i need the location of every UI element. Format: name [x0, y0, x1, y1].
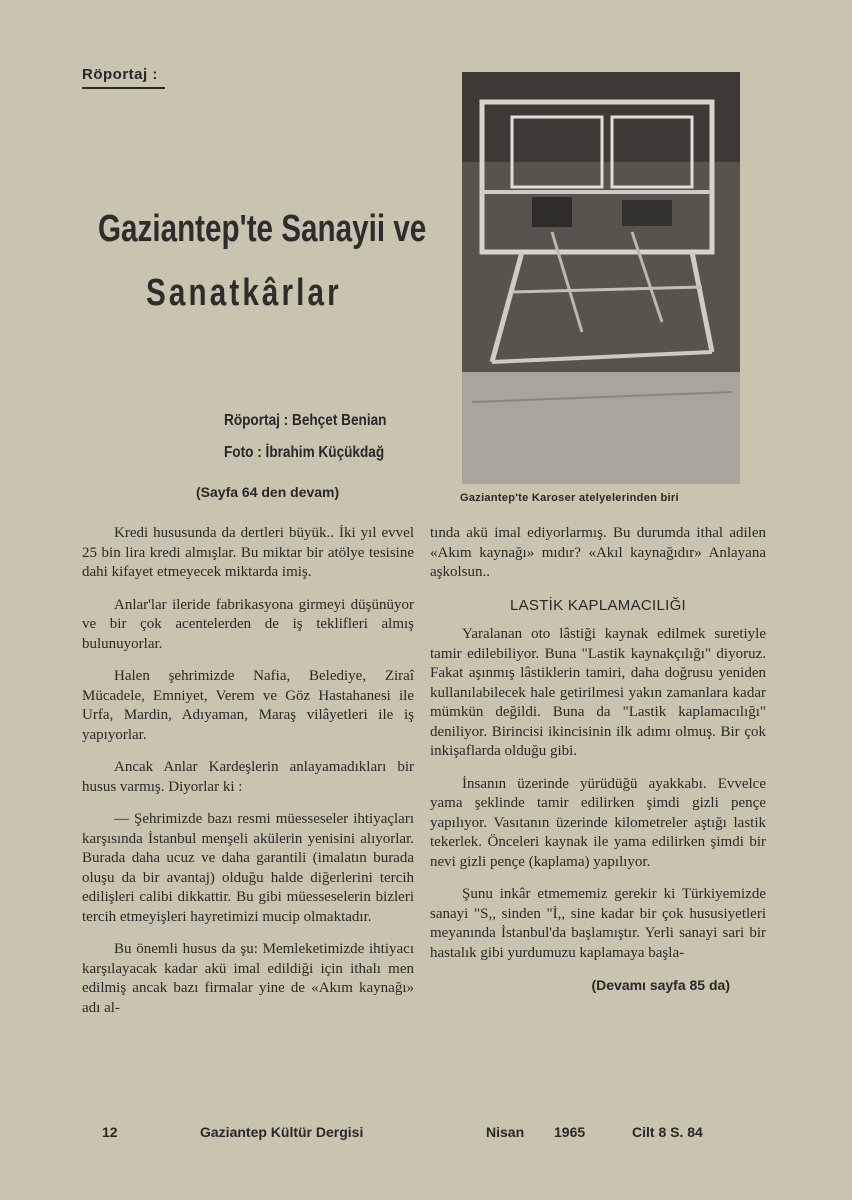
left-paragraph: Anlar'lar ileride fabrikasyona girmeyi düşünüyor ve bir çok acentelerden de iş teklifleri almış bulunuyorlar. — [82, 596, 414, 652]
workshop-photo-drawing — [462, 72, 740, 484]
article-title-line1: Gaziantep'te Sanayii ve — [98, 208, 427, 250]
journal-name: Gaziantep Kültür Dergisi — [200, 1124, 364, 1140]
photo-credit: Foto : İbrahim Küçükdağ — [224, 444, 385, 461]
left-paragraph: Halen şehrimizde Nafia, Belediye, Ziraî Mücadele, Emniyet, Verem ve Göz Hastahanesi ile Urfa, Mardin, Adıyaman, Maraş vilâyetleri ile iş yapıyorlar. — [82, 668, 414, 743]
article-title-line2: Sanatkârlar — [146, 272, 342, 314]
left-paragraph: — Şehrimizde bazı resmi müesseseler ihtiyaçları karşısında İstanbul menşeli akülerin yenisini alıyorlar. Burada daha ucuz ve daha garantili (imalatın burada oluşu da bir avantaj) olduğu halde diğerlerini tercih edilişleri calibi dikkattir. Bu gibi müesseselerin bizleri tercih etmeyişleri hayretimizi mucip olmaktadır. — [82, 811, 414, 925]
right-paragraph: Yaralanan oto lâstiği kaynak edilmek suretiyle tamir edilebiliyor. Buna "Lastik kaynakçılığı" diyoruz. Fakat aşınmış lâstiklerin tamiri, daha doğrusu yeniden kullanılabilecek hale getirilmesi yakın zamanlara kadar mümkün değildi. Buna da "Lastik kaplamacılığı" deniliyor. Birincisi ikincisinin ilk adımı olmuş. Bir çok inkişaflarda olduğu gibi. — [430, 626, 766, 759]
photo-caption: Gaziantep'te Karoser atelyelerinden biri — [460, 492, 679, 504]
right-paragraph: İnsanın üzerinde yürüdüğü ayakkabı. Evvelce yama şeklinde tamir edilirken şimdi gizli pençe yapılıyor. Vasıtanın üzerinde kilometreler aştığı lastik tekerlek. Önceleri kaynak ile yama edilirken şimdi bir nevi gizli pençe (kaplama) yapılıyor. — [430, 775, 766, 870]
continued-from-note: (Sayfa 64 den devam) — [196, 484, 340, 500]
page-number: 12 — [102, 1124, 118, 1140]
right-column — [430, 524, 766, 996]
left-paragraph: Ancak Anlar Kardeşlerin anlayamadıkları bir husus varmış. Diyorlar ki : — [82, 759, 414, 795]
subheading: LASTİK KAPLAMACILIĞI — [509, 596, 687, 614]
section-underline — [82, 87, 165, 89]
right-continuation: tında akü imal ediyorlarmış. Bu durumda ithal adilen «Akım kaynağı» mıdır? «Akıl kaynağıdır» Anlayana aşkolsun.. — [430, 525, 766, 580]
left-paragraph: Kredi hususunda da dertleri büyük.. İki yıl evvel 25 bin lira kredi almışlar. Bu miktar bir atölye tesisine dahi kifayet etmeyecek miktarda imiş. — [82, 525, 414, 580]
section-label: Röportaj : — [82, 66, 158, 83]
continued-to-note: (Devamı sayfa 85 da) — [591, 977, 730, 993]
interview-credit: Röportaj : Behçet Benian — [224, 412, 387, 429]
volume-issue: Cilt 8 S. 84 — [632, 1124, 703, 1140]
workshop-photo — [462, 72, 740, 484]
issue-month: Nisan — [486, 1124, 525, 1140]
right-paragraph: Şunu inkâr etmememiz gerekir ki Türkiyemizde sanayi "S,, sinden "İ,, sine kadar bir çok hususiyetleri meyanında İstanbul'da başlamıştır. Yerli sanayi sari bir hastalık gibi yurdumuzu kaplamaya başla- — [430, 886, 766, 961]
left-column — [82, 524, 414, 1031]
issue-year: 1965 — [554, 1124, 586, 1140]
left-paragraph: Bu önemli husus da şu: Memleketimizde ihtiyacı karşılayacak kadar akü imal edildiği için ithalı men edilmiş ancak bazı firmalar yine de «Akım kaynağı» adı al- — [82, 941, 414, 1016]
